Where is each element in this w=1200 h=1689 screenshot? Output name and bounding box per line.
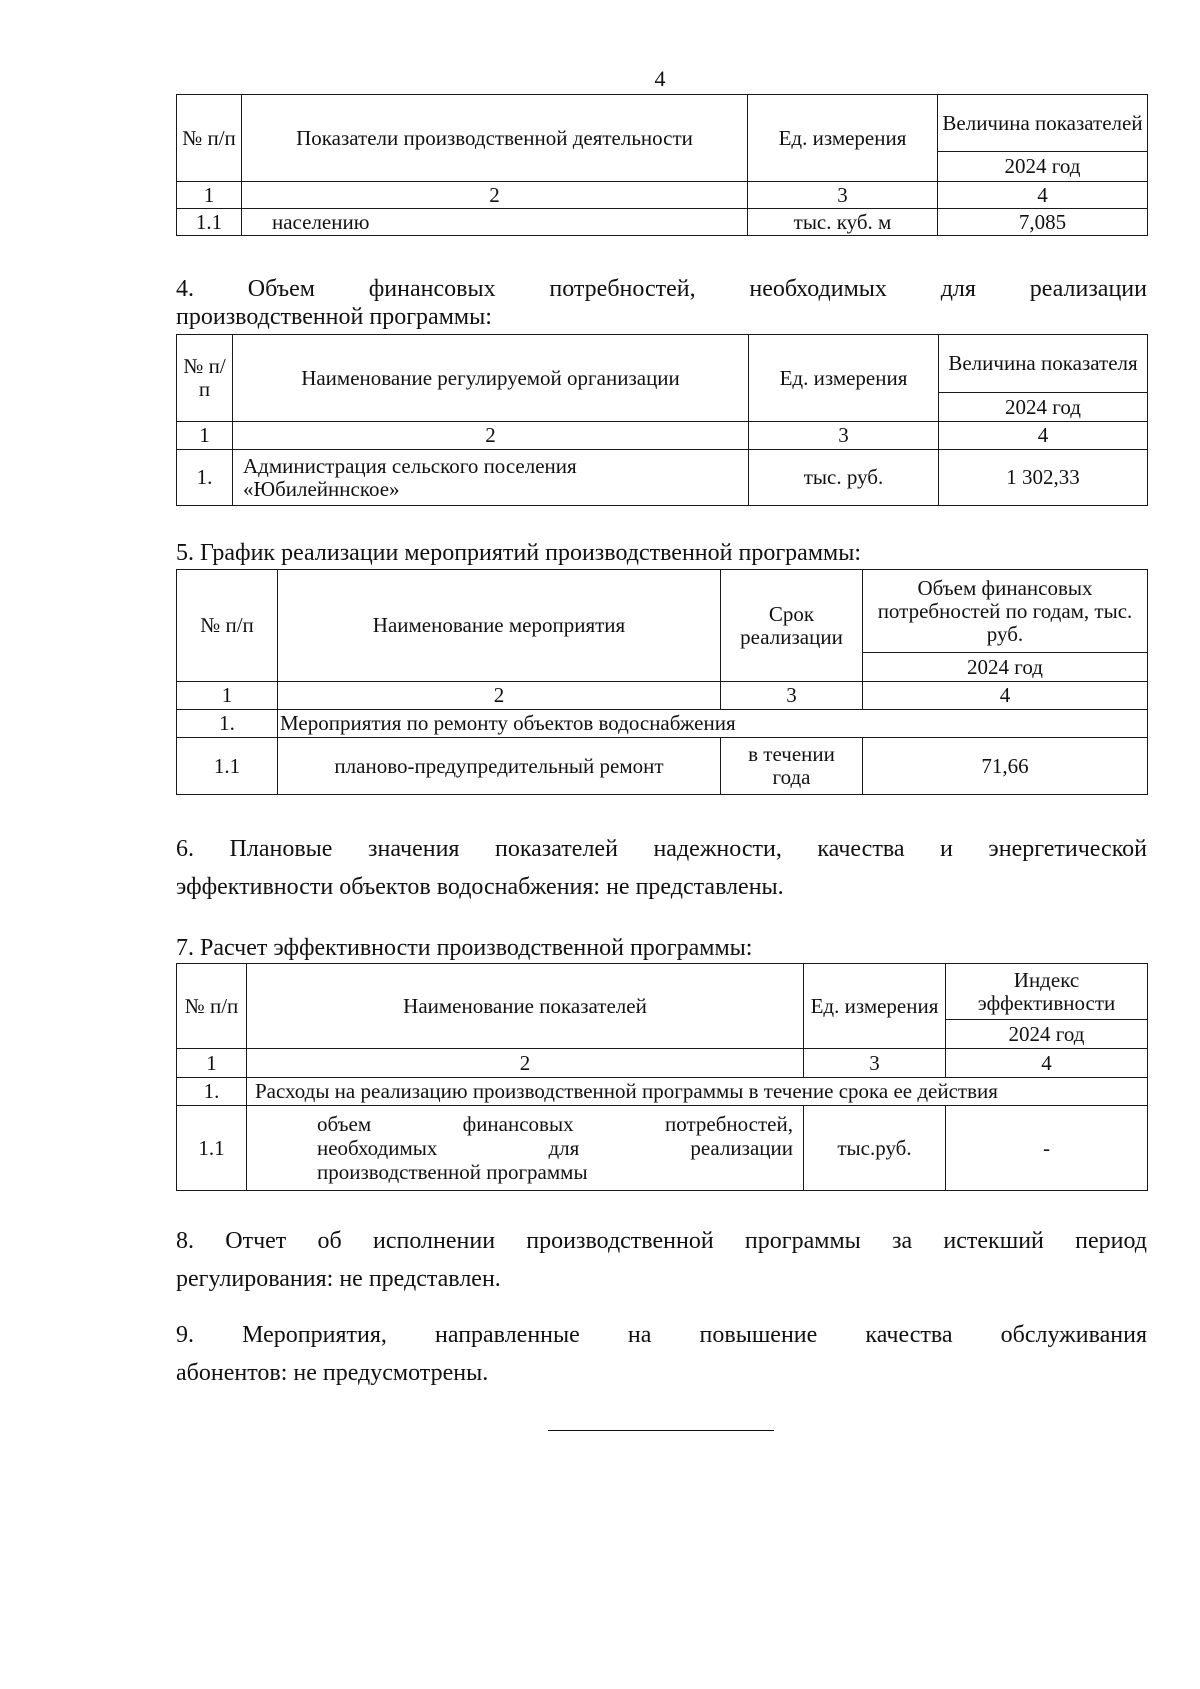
closing-divider — [548, 1430, 774, 1431]
schedule-table — [176, 569, 1147, 795]
row-name: населению — [242, 209, 748, 236]
col-num: 1 — [177, 422, 233, 450]
row-unit: тыс.руб. — [804, 1106, 946, 1191]
header-num: № п/п — [177, 570, 278, 682]
section-4-line1: 4. Объем финансовых потребностей, необходимых для реализации — [176, 276, 1147, 302]
section-8-line2: регулирования: не представлен. — [176, 1266, 501, 1292]
row-num: 1.1 — [177, 209, 242, 236]
header-value: Индекс эффективности — [946, 964, 1148, 1020]
row-unit: тыс. куб. м — [748, 209, 938, 236]
row-unit: тыс. руб. — [749, 450, 939, 506]
section-9-line1: 9. Мероприятия, направленные на повышение качества обслуживания — [176, 1322, 1147, 1348]
col-num: 2 — [247, 1049, 804, 1078]
col-num: 2 — [233, 422, 749, 450]
group-name: Расходы на реализацию производственной программы в течение срока ее действия — [247, 1078, 1148, 1106]
col-num: 4 — [946, 1049, 1148, 1078]
group-name: Мероприятия по ремонту объектов водоснабжения — [278, 710, 1148, 738]
row-num: 1.1 — [177, 738, 278, 795]
header-unit: Ед. измерения — [749, 335, 939, 422]
section-6-line1: 6. Плановые значения показателей надежности, качества и энергетической — [176, 836, 1147, 862]
section-8-line1: 8. Отчет об исполнении производственной программы за истекший период — [176, 1228, 1147, 1254]
header-term: Срок реализации — [721, 570, 863, 682]
header-num: № п/п — [177, 964, 247, 1049]
section-9-text — [176, 1318, 1147, 1390]
efficiency-table — [176, 963, 1147, 1191]
section-5-heading: 5. График реализации мероприятий производственной программы: — [176, 540, 861, 566]
row-organization: Администрация сельского поселения «Юбилейннское» — [233, 450, 749, 506]
section-9-line2: абонентов: не предусмотрены. — [176, 1360, 489, 1386]
row-indicator — [247, 1106, 804, 1191]
col-num: 3 — [804, 1049, 946, 1078]
header-num: № п/п — [177, 335, 233, 422]
col-num: 2 — [242, 182, 748, 209]
section-4-line2: производственной программы: — [176, 304, 492, 330]
header-unit: Ед. измерения — [804, 964, 946, 1049]
col-num: 1 — [177, 1049, 247, 1078]
col-num: 4 — [939, 422, 1148, 450]
group-num: 1. — [177, 1078, 247, 1106]
header-num: № п/п — [177, 95, 242, 182]
section-7-heading: 7. Расчет эффективности производственной программы: — [176, 935, 753, 961]
row-num: 1. — [177, 450, 233, 506]
section-6-line2: эффективности объектов водоснабжения: не представлены. — [176, 874, 784, 900]
row-value: 1 302,33 — [939, 450, 1148, 506]
section-4-text — [176, 272, 1147, 334]
header-year: 2024 год — [939, 393, 1148, 422]
col-num: 3 — [749, 422, 939, 450]
header-unit: Ед. измерения — [748, 95, 938, 182]
header-year: 2024 год — [863, 653, 1148, 682]
header-year: 2024 год — [946, 1020, 1148, 1049]
col-num: 4 — [938, 182, 1148, 209]
col-num: 2 — [278, 682, 721, 710]
col-num: 3 — [748, 182, 938, 209]
financial-needs-table — [176, 334, 1147, 506]
header-indicators: Наименование показателей — [247, 964, 804, 1049]
header-organization: Наименование регулируемой организации — [233, 335, 749, 422]
row-num: 1.1 — [177, 1106, 247, 1191]
section-8-text — [176, 1224, 1147, 1296]
row-value: - — [946, 1106, 1148, 1191]
row-activity: планово-предупредительный ремонт — [278, 738, 721, 795]
header-value: Величина показателей — [938, 95, 1148, 152]
row-term: в течении года — [721, 738, 863, 795]
row-value: 7,085 — [938, 209, 1148, 236]
col-num: 3 — [721, 682, 863, 710]
production-indicators-table — [176, 94, 1147, 236]
row-value: 71,66 — [863, 738, 1148, 795]
col-num: 4 — [863, 682, 1148, 710]
group-num: 1. — [177, 710, 278, 738]
header-value: Объем финансовых потребностей по годам, тыс. руб. — [863, 570, 1148, 653]
header-value: Величина показателя — [939, 335, 1148, 393]
header-indicator: Показатели производственной деятельности — [242, 95, 748, 182]
header-year: 2024 год — [938, 152, 1148, 182]
header-activity: Наименование мероприятия — [278, 570, 721, 682]
row-indicator-line2: необходимых для реализации — [317, 1136, 793, 1160]
col-num: 1 — [177, 682, 278, 710]
row-indicator-line3: производственной программы — [317, 1160, 588, 1184]
row-indicator-line1: объем финансовых потребностей, — [317, 1112, 793, 1136]
col-num: 1 — [177, 182, 242, 209]
page-number: 4 — [654, 66, 666, 91]
section-6-text — [176, 832, 1147, 904]
